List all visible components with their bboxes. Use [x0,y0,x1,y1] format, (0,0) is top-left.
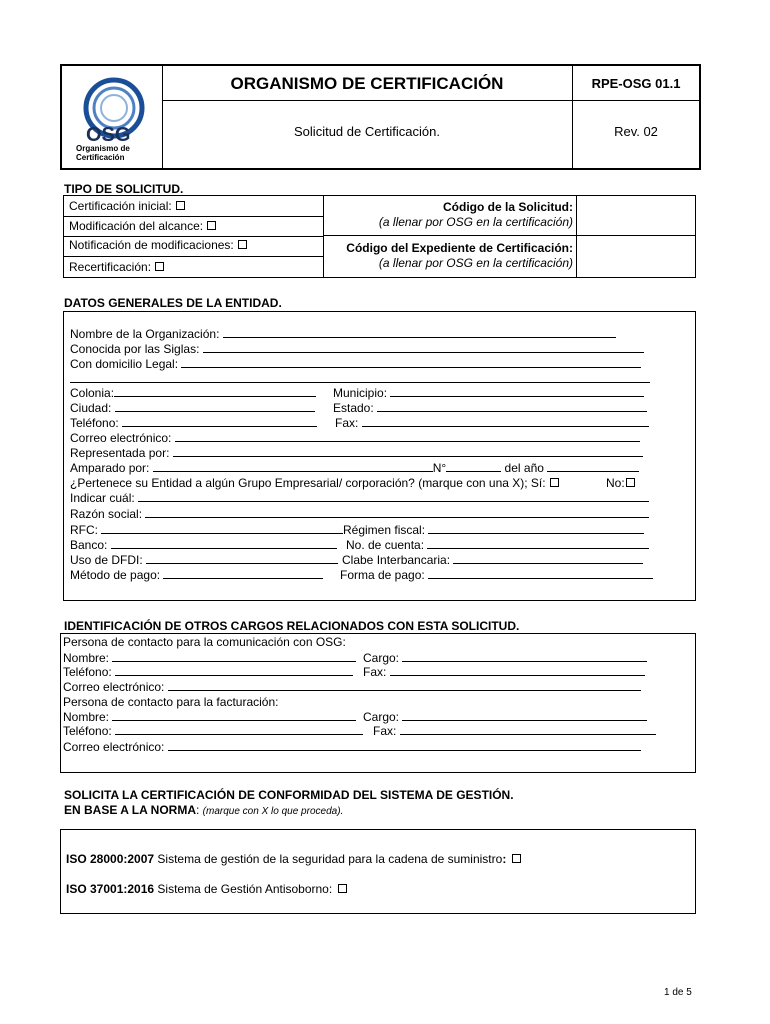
siglas-field[interactable]: Conocida por las Siglas: [70,342,644,357]
checkbox-icon[interactable] [238,240,247,249]
expediente-value[interactable] [576,236,695,277]
tipo-heading: TIPO DE SOLICITUD. [64,182,184,196]
iso-37001-option[interactable]: ISO 37001:2016 Sistema de Gestión Antisoborno: [66,882,347,897]
checkbox-iso28000-icon[interactable] [512,854,521,863]
solicita-heading-2: EN BASE A LA NORMA: (marque con X lo que proceda). [64,803,344,817]
codigo-note: (a llenar por OSG en la certificación) [378,215,573,229]
regimen-field[interactable]: Régimen fiscal: [343,523,644,538]
header-subtitle-cell [162,101,573,168]
expediente-label: Código del Expediente de Certificación: [346,241,573,255]
fact-nombre-field[interactable]: Nombre: [63,710,356,725]
fact-correo-field[interactable]: Correo electrónico: [63,740,641,755]
tipo-table [63,195,696,278]
page-number: 1 de 5 [664,987,692,998]
osg-fax-field[interactable]: Fax: [363,665,645,680]
page-subtitle: Solicitud de Certificación. [294,124,440,139]
representada-field[interactable]: Representada por: [70,446,643,461]
iso-box [60,829,696,914]
fax-field[interactable]: Fax: [335,416,649,431]
logo-text: OSG [86,124,131,146]
ciudad-field[interactable]: Ciudad: [70,401,315,416]
logo-sub2: Certificación [76,153,125,162]
page-title: ORGANISMO DE CERTIFICACIÓN [230,74,504,93]
osg-cargo-field[interactable]: Cargo: [363,651,647,666]
expediente-cell [323,236,577,277]
osg-correo-field[interactable]: Correo electrónico: [63,680,641,695]
logo-sub1: Organismo de [76,144,130,153]
contacto-osg-label: Persona de contacto para la comunicación con OSG: [63,635,346,649]
doc-rev: Rev. 02 [614,124,658,139]
rfc-field[interactable]: RFC: [70,523,343,538]
expediente-note: (a llenar por OSG en la certificación) [378,256,573,270]
clabe-field[interactable]: Clabe Interbancaria: [342,553,643,568]
estado-field[interactable]: Estado: [333,401,647,416]
metodo-field[interactable]: Método de pago: [70,568,323,583]
osg-telefono-field[interactable]: Teléfono: [63,665,353,680]
fact-fax-field[interactable]: Fax: [373,724,656,739]
header-title-cell [162,66,573,101]
codigo-label: Código de la Solicitud: [443,200,573,214]
nombre-field[interactable]: Nombre de la Organización: [70,327,616,342]
amparado-field[interactable]: Amparado por: N° del año [70,461,639,476]
indicar-field[interactable]: Indicar cuál: [70,491,649,506]
tipo-item-2[interactable]: Modificación del alcance: [64,216,324,237]
pertenece-no[interactable]: No: [606,476,635,491]
cuenta-field[interactable]: No. de cuenta: [346,538,649,553]
osg-nombre-field[interactable]: Nombre: [63,651,356,666]
iso-28000-option[interactable]: ISO 28000:2007 Sistema de gestión de la seguridad para la cadena de suministro: [66,852,521,867]
datos-heading: DATOS GENERALES DE LA ENTIDAD. [64,296,282,310]
domicilio-field[interactable]: Con domicilio Legal: [70,357,641,372]
fact-cargo-field[interactable]: Cargo: [363,710,647,725]
doc-code: RPE-OSG 01.1 [591,76,681,91]
tipo-item-1[interactable]: Certificación inicial: [64,196,324,217]
header-table [60,64,701,170]
contacto-fact-label: Persona de contacto para la facturación: [63,695,279,709]
tipo-item-3[interactable]: Notificación de modificaciones: [64,236,324,257]
solicita-heading-1: SOLICITA LA CERTIFICACIÓN DE CONFORMIDAD DEL SISTEMA DE GESTIÓN. [64,788,514,802]
colonia-field[interactable]: Colonia: [70,386,316,401]
banco-field[interactable]: Banco: [70,538,337,553]
domicilio-field-2[interactable] [70,372,650,387]
telefono-field[interactable]: Teléfono: [70,416,317,431]
razon-field[interactable]: Razón social: [70,507,649,522]
codigo-value[interactable] [576,196,695,236]
header-code-cell [573,66,699,101]
checkbox-icon[interactable] [176,201,185,210]
fact-telefono-field[interactable]: Teléfono: [63,724,363,739]
correo-field[interactable]: Correo electrónico: [70,431,640,446]
checkbox-si-icon[interactable] [550,478,559,487]
checkbox-no-icon[interactable] [626,478,635,487]
municipio-field[interactable]: Municipio: [333,386,644,401]
checkbox-icon[interactable] [155,262,164,271]
header-rev-cell [573,101,699,168]
checkbox-iso37001-icon[interactable] [338,884,347,893]
checkbox-icon[interactable] [207,221,216,230]
cfdi-field[interactable]: Uso de DFDI: [70,553,338,568]
otros-heading: IDENTIFICACIÓN DE OTROS CARGOS RELACIONADOS CON ESTA SOLICITUD. [64,619,520,633]
logo [62,66,163,168]
forma-field[interactable]: Forma de pago: [340,568,653,583]
codigo-cell [323,196,577,236]
tipo-item-4[interactable]: Recertificación: [64,256,324,277]
pertenece-field[interactable]: ¿Pertenece su Entidad a algún Grupo Empresarial/ corporación? (marque con una X); Sí: [70,476,559,491]
